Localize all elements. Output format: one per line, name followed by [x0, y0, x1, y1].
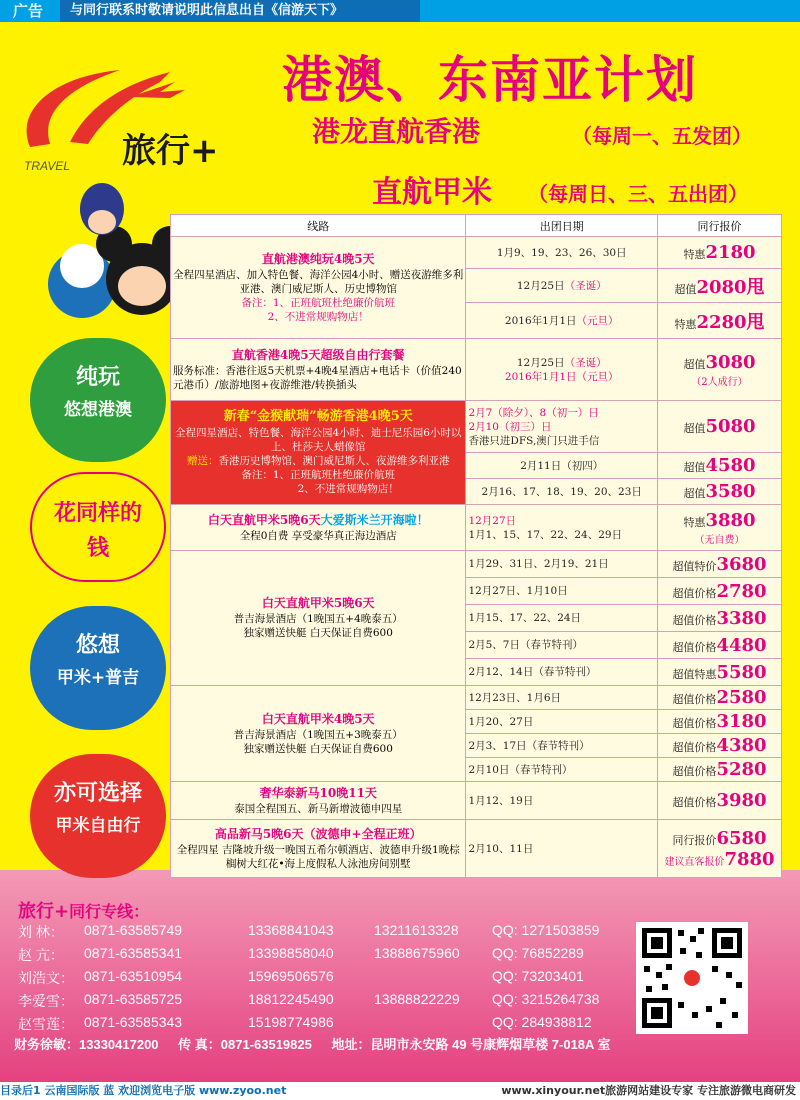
- footer: [0, 1082, 800, 1100]
- price-value: 3580: [705, 481, 756, 502]
- price-label: 超值: [683, 422, 706, 435]
- price-cell: [658, 578, 782, 605]
- contact-mobile: 15198774986: [248, 1014, 334, 1030]
- contact-name: 赵雪莲：: [18, 1016, 74, 1032]
- contact-row: [18, 1014, 638, 1034]
- price-cell: [658, 339, 782, 401]
- contact-row: [18, 968, 638, 988]
- price-value: 2180: [705, 242, 756, 263]
- date-cell: 1月9、19、23、26、30日: [466, 237, 658, 269]
- price-label: 特惠: [683, 248, 706, 261]
- jm-schedule: （每周日、三、五出团）: [528, 182, 748, 206]
- date-note: （元旦）: [576, 370, 619, 383]
- route-title: 高品新马5晚6天: [214, 826, 304, 841]
- contact-tel: 0871-63585725: [84, 991, 183, 1007]
- mascot-illustration: [22, 174, 192, 324]
- route-cell: [171, 237, 466, 339]
- date-note: （圣诞）: [564, 279, 607, 292]
- gift-label: 赠送：: [186, 454, 219, 467]
- price-label: 超值: [674, 282, 697, 296]
- date-text: 1月1、15、17、22、24、29日: [468, 528, 623, 541]
- contact-mobile: 15969506576: [248, 968, 334, 984]
- date-cell: [466, 401, 658, 453]
- date-cell: [466, 303, 658, 339]
- date-cell: 2月10日（春节特刊）: [466, 758, 658, 782]
- table-row: [171, 782, 782, 820]
- table-header-row: [171, 215, 782, 237]
- header-route: 线路: [171, 215, 466, 237]
- price-label: 超值价格: [672, 613, 717, 627]
- price-label: 超值价格: [672, 717, 717, 730]
- contact-name: 刘 林：: [18, 924, 64, 940]
- date-text: 12月25日: [516, 356, 565, 369]
- price-label: 超值: [683, 487, 706, 500]
- route-title: 白天直航甲米4晚5天: [261, 711, 375, 726]
- cartoon-mascots: [22, 174, 192, 324]
- contact-qq: QQ: 1271503859: [492, 922, 600, 938]
- route-desc: 服务标准：香港往返5天机票+4晚4星酒店+电话卡（价值240元港币）/旅游地图+夜游维港/转换插头: [173, 364, 462, 391]
- date-text: 2月10（初三）日: [468, 420, 552, 433]
- contact-qq: QQ: 284938812: [492, 1014, 592, 1030]
- price-label: 超值价格: [672, 765, 717, 778]
- route-title: 白天直航甲米5晚6天: [261, 596, 375, 610]
- contact-mobile: 18812245490: [248, 991, 334, 1007]
- main-title: 港澳、东南亚计划: [282, 51, 698, 109]
- contact-label: 同行专线：: [69, 902, 150, 921]
- finance-fax-address: [14, 1034, 627, 1053]
- poster: [0, 22, 800, 1082]
- price-value: 5280: [716, 759, 767, 780]
- route-desc: 全程0自费 享受豪华真正海边酒店: [239, 529, 397, 542]
- route-cell: [171, 339, 466, 401]
- date-cell: 1月12、19日: [466, 782, 658, 820]
- price-value: 2580: [716, 687, 767, 708]
- date-cell: [466, 505, 658, 551]
- date-cell: 2月10、11日: [466, 820, 658, 878]
- price-cell: [658, 401, 782, 453]
- bubble-2-sub: 钱: [86, 536, 109, 561]
- jm-title: 直航甲米: [372, 175, 492, 210]
- logo-en: TRAVEL: [24, 159, 71, 173]
- price-value: 2780: [716, 580, 767, 602]
- price-cell: [658, 453, 782, 479]
- office-address: 地址：昆明市永安路 49 号康辉烟草楼 7-018A 室: [331, 1037, 611, 1052]
- date-cell: 1月20、27日: [466, 710, 658, 734]
- price-value: 3680: [716, 553, 767, 575]
- route-cell: [171, 820, 466, 878]
- date-note: （元旦）: [576, 314, 619, 327]
- price-label: 超值价格: [672, 640, 717, 654]
- price-note: （无自费）: [694, 534, 745, 546]
- contact-row: [18, 991, 638, 1011]
- route-desc: 全程四星酒店、特色餐、海洋公园4小时、迪士尼乐园6小时以上、杜莎夫人蜡像馆: [175, 426, 462, 453]
- route-desc: 普吉海景酒店（1晚国五+4晚泰五）: [233, 613, 403, 625]
- price-value: 2080甩: [696, 276, 765, 298]
- price-cell: [658, 632, 782, 659]
- contact-name: 李爱雪：: [18, 993, 74, 1009]
- bubble-pure-play: [30, 338, 166, 462]
- price-cell: [658, 605, 782, 632]
- route-title: 奢华泰新马10晚11天: [259, 785, 377, 800]
- contact-mobile: 13398858040: [248, 945, 334, 961]
- date-text: 12月27日: [468, 514, 517, 527]
- bubble-3-title: 悠想: [75, 633, 120, 658]
- price-value: 4580: [705, 455, 756, 476]
- price-label: 超值价格: [672, 693, 717, 706]
- date-cell: 2月11日（初四）: [466, 453, 658, 479]
- price-value: 3980: [716, 790, 767, 811]
- date-cell: 12月27日、1月10日: [466, 578, 658, 605]
- route-desc: 普吉海景酒店（1晚国五+3晚泰五）: [233, 728, 403, 741]
- route-title: 直航香港4晚5天超级自由行套餐: [231, 347, 405, 362]
- price-label: 特惠: [683, 515, 706, 529]
- route-cell: [171, 551, 466, 686]
- route-cell: [171, 686, 466, 782]
- table-row: [171, 237, 782, 269]
- price-value: 3380: [716, 607, 767, 629]
- bubble-krabi-phuket: [30, 606, 166, 730]
- bubble-4-title: 亦可选择: [53, 781, 142, 806]
- date-cell: 2月5、7日（春节特刊）: [466, 632, 658, 659]
- price-cell: [658, 303, 782, 339]
- price-value: 3180: [716, 711, 767, 732]
- table-row: [171, 820, 782, 878]
- date-note: 香港只进DFS,澳门只进手信: [468, 434, 600, 447]
- route-cell: [171, 505, 466, 551]
- route-note: 备注：1、正班航班杜绝廉价航班: [241, 296, 396, 309]
- contact-tel: 0871-63585749: [84, 922, 183, 938]
- table-row: [171, 339, 782, 401]
- price-cell: [658, 505, 782, 551]
- route-cell: [171, 782, 466, 820]
- ad-tag: 广告: [0, 0, 56, 22]
- contact-section: [18, 897, 638, 923]
- finance-phone: 财务徐敏：13330417200: [14, 1037, 159, 1052]
- price-cell: [658, 237, 782, 269]
- contact-mobile: 13888822229: [374, 991, 460, 1007]
- bubble-3-sub: 甲米+普吉: [56, 668, 140, 688]
- route-title: 新春“金猴献瑞”畅游香港4晚5天: [223, 408, 413, 424]
- logo-cn: 旅行+: [122, 131, 219, 171]
- price-value: 4480: [716, 634, 767, 656]
- price-label: 超值价格: [672, 741, 717, 754]
- table-row: [171, 505, 782, 551]
- contact-qq: QQ: 73203401: [492, 968, 584, 984]
- price-cell: [658, 782, 782, 820]
- header-date: 出团日期: [466, 215, 658, 237]
- qr-code-icon: [636, 922, 748, 1034]
- date-cell: 12月23日、1月6日: [466, 686, 658, 710]
- date-cell: 2月16、17、18、19、20、23日: [466, 479, 658, 505]
- price-label: 特惠: [674, 317, 697, 331]
- bubble-1-sub: 悠想港澳: [64, 400, 132, 420]
- price-label: 超值价格: [672, 796, 717, 809]
- hk-schedule: （每周一、五发团）: [572, 124, 752, 148]
- ad-bar: [0, 0, 800, 22]
- price-value: 5580: [716, 661, 767, 683]
- route-note: 2、不进常规购物店！: [267, 310, 369, 323]
- hk-title: 港龙直航香港: [312, 115, 481, 148]
- route-highlight: 大爱斯米兰开海啦！: [320, 512, 429, 527]
- price-value: 2280甩: [696, 311, 765, 333]
- bubble-free-travel: [30, 754, 166, 878]
- price-cell: [658, 734, 782, 758]
- price-cell: [658, 479, 782, 505]
- route-desc: 泰国全程国五、新马新增波德申四星: [234, 802, 403, 815]
- price-cell: [658, 269, 782, 303]
- route-title: 白天直航甲米5晚6天: [207, 512, 321, 527]
- date-text: 12月25日: [516, 279, 565, 292]
- price-value: 3080: [705, 351, 756, 373]
- route-title: 直航港澳纯玩4晚5天: [261, 251, 375, 266]
- contact-qq: QQ: 76852289: [492, 945, 584, 961]
- price-value: 3880: [705, 509, 756, 531]
- date-cell: 2月12、14日（春节特刊）: [466, 659, 658, 686]
- fax-number: 传 真：0871-63519825: [178, 1037, 312, 1052]
- date-cell: [466, 269, 658, 303]
- ad-notice: 与同行联系时敬请说明此信息出自《信游天下》: [60, 0, 420, 22]
- gift-text: 香港历史博物馆、澳门威尼斯人、夜游维多利亚港: [218, 454, 450, 467]
- route-desc: 独家赠送快艇 白天保证自费600: [243, 742, 393, 755]
- route-desc: 全程四星酒店、加入特色餐、海洋公园4小时、赠送夜游维多利亚港、澳门威尼斯人、历史博物馆: [173, 268, 464, 295]
- plane-swoosh-icon: [10, 52, 270, 182]
- footer-right: www.xinyour.net旅游网站建设专家 专注旅游微电商研发: [501, 1084, 796, 1097]
- price-value: 5080: [705, 416, 756, 437]
- header-price: 同行报价: [658, 215, 782, 237]
- price-cell: [658, 820, 782, 878]
- bubble-1-title: 纯玩: [75, 365, 120, 390]
- contact-tel: 0871-63585343: [84, 1014, 183, 1030]
- price-label: 超值: [683, 461, 706, 474]
- price-cell: [658, 686, 782, 710]
- brand-logo: [10, 52, 270, 182]
- date-text: 2016年1月1日: [504, 314, 577, 327]
- contact-mobile: 13368841043: [248, 922, 334, 938]
- contact-header: [18, 897, 638, 923]
- price-label: 同行报价: [672, 833, 717, 847]
- contact-row: [18, 945, 638, 965]
- price-value: 6580: [716, 827, 767, 849]
- route-desc: 全程四星 吉隆坡升级一晚国五希尔顿酒店、波德申升级1晚棕榈树大红花•海上度假私人泳池房间别墅: [176, 843, 460, 870]
- price-cell: [658, 659, 782, 686]
- price-cell: [658, 710, 782, 734]
- price-cell: [658, 551, 782, 578]
- price-note: （2人成行）: [691, 376, 748, 388]
- table-row: [171, 401, 782, 453]
- contact-brand: 旅行+: [18, 901, 70, 922]
- bubble-4-sub: 甲米自由行: [55, 816, 141, 836]
- date-cell: [466, 339, 658, 401]
- route-desc: 独家赠送快艇 白天保证自费600: [243, 627, 393, 639]
- route-note: 2、不进常规购物店！: [297, 482, 399, 495]
- contact-qq: QQ: 3215264738: [492, 991, 600, 1007]
- price-label: 超值特惠: [672, 667, 717, 681]
- contact-name: 赵 亢：: [18, 947, 64, 963]
- bubble-2-title: 花同样的: [53, 501, 142, 526]
- price-value: 4380: [716, 735, 767, 756]
- contact-mobile: 13211613328: [374, 922, 459, 938]
- table-row: [171, 686, 782, 710]
- price-label: 超值: [683, 357, 706, 371]
- price-table: [170, 214, 782, 878]
- date-note: （圣诞）: [564, 356, 607, 369]
- price-label: 超值特价: [672, 559, 717, 573]
- route-highlight: （波德申+全程正班）: [303, 826, 422, 841]
- contact-tel: 0871-63585341: [84, 945, 183, 961]
- route-cell: [171, 401, 466, 505]
- price-label: 建议直客报价: [664, 856, 725, 868]
- price-cell: [658, 758, 782, 782]
- date-text: 2月7（除夕）、8（初一）日: [468, 406, 599, 419]
- bubble-same-money: [30, 472, 166, 582]
- date-cell: 1月29、31日、2月19、21日: [466, 551, 658, 578]
- price-label: 超值价格: [672, 586, 717, 600]
- qr-code-graphic: [636, 922, 748, 1034]
- footer-left: 目录后1 云南国际版 蓝 欢迎浏览电子版 www.zyoo.net: [0, 1084, 287, 1097]
- contact-tel: 0871-63510954: [84, 968, 183, 984]
- route-note: 备注：1、正班航班杜绝廉价航班: [241, 468, 396, 481]
- date-cell: 1月15、17、22、24日: [466, 605, 658, 632]
- price-value: 7880: [724, 848, 775, 870]
- contact-row: [18, 922, 638, 942]
- contact-mobile: 13888675960: [374, 945, 460, 961]
- date-text: 2016年1月1日: [504, 370, 577, 383]
- contact-name: 刘浩文：: [18, 970, 74, 986]
- date-cell: 2月3、17日（春节特刊）: [466, 734, 658, 758]
- table-row: [171, 551, 782, 578]
